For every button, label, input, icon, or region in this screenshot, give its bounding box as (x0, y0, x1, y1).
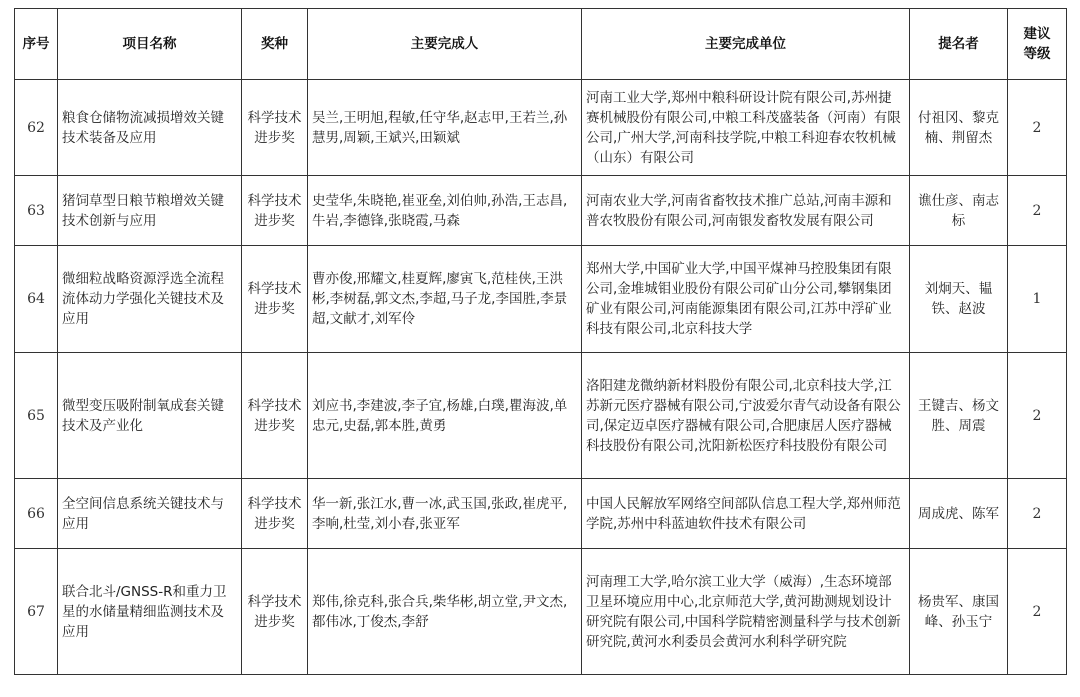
row-level: 2 (1008, 549, 1067, 675)
row-level: 1 (1008, 246, 1067, 353)
row-main-people: 史莹华,朱晓艳,崔亚垒,刘伯帅,孙浩,王志昌,牛岩,李德锋,张晓霞,马森 (308, 176, 582, 246)
header-main-units: 主要完成单位 (582, 9, 910, 80)
table-row (15, 549, 1067, 675)
row-nominee: 谯仕彦、南志标 (910, 176, 1008, 246)
row-main-units: 河南理工大学,哈尔滨工业大学（威海）,生态环境部卫星环境应用中心,北京师范大学,黄河勘测规划设计研究院有限公司,中国科学院精密测量科学与技术创新研究院,黄河水利委员会黄河水利科学研究院 (582, 549, 910, 675)
row-level: 2 (1008, 80, 1067, 176)
row-main-people: 郑伟,徐克科,张合兵,柴华彬,胡立堂,尹文杰,都伟冰,丁俊杰,李舒 (308, 549, 582, 675)
row-main-units: 中国人民解放军网络空间部队信息工程大学,郑州师范学院,苏州中科蓝迪软件技术有限公司 (582, 479, 910, 549)
row-num: 62 (15, 80, 58, 176)
row-level: 2 (1008, 479, 1067, 549)
row-nominee: 王键吉、杨文胜、周震 (910, 353, 1008, 479)
table-row (15, 353, 1067, 479)
table-row (15, 176, 1067, 246)
row-award-type: 科学技术进步奖 (242, 176, 308, 246)
row-award-type: 科学技术进步奖 (242, 80, 308, 176)
header-nominee: 提名者 (910, 9, 1008, 80)
row-level: 2 (1008, 176, 1067, 246)
row-project-name: 微型变压吸附制氧成套关键技术及产业化 (58, 353, 242, 479)
row-main-people: 曹亦俊,邢耀文,桂夏辉,廖寅飞,范桂侠,王洪彬,李树磊,郭文杰,李超,马子龙,李国胜,李景超,文献才,刘军伶 (308, 246, 582, 353)
table-header-row (15, 9, 1067, 80)
row-nominee: 付祖冈、黎克楠、荆留杰 (910, 80, 1008, 176)
row-num: 66 (15, 479, 58, 549)
row-award-type: 科学技术进步奖 (242, 353, 308, 479)
row-main-units: 河南农业大学,河南省畜牧技术推广总站,河南丰源和普农牧股份有限公司,河南银发畜牧发展有限公司 (582, 176, 910, 246)
row-main-units: 郑州大学,中国矿业大学,中国平煤神马控股集团有限公司,金堆城钼业股份有限公司矿山分公司,攀钢集团矿业有限公司,河南能源集团有限公司,江苏中浮矿业科技有限公司,北京科技大学 (582, 246, 910, 353)
header-num: 序号 (15, 9, 58, 80)
row-main-units: 河南工业大学,郑州中粮科研设计院有限公司,苏州捷赛机械股份有限公司,中粮工科茂盛装备（河南）有限公司,广州大学,河南科技学院,中粮工科迎春农牧机械（山东）有限公司 (582, 80, 910, 176)
table-row (15, 479, 1067, 549)
header-main-people: 主要完成人 (308, 9, 582, 80)
row-award-type: 科学技术进步奖 (242, 246, 308, 353)
row-level: 2 (1008, 353, 1067, 479)
row-project-name: 猪饲草型日粮节粮增效关键技术创新与应用 (58, 176, 242, 246)
row-project-name: 联合北斗/GNSS-R和重力卫星的水储量精细监测技术及应用 (58, 549, 242, 675)
table-row (15, 80, 1067, 176)
award-table-container (14, 8, 1066, 675)
row-award-type: 科学技术进步奖 (242, 479, 308, 549)
row-award-type: 科学技术进步奖 (242, 549, 308, 675)
row-num: 64 (15, 246, 58, 353)
row-project-name: 微细粒战略资源浮选全流程流体动力学强化关键技术及应用 (58, 246, 242, 353)
row-num: 63 (15, 176, 58, 246)
award-projects-table (14, 8, 1067, 675)
row-nominee: 杨贵军、康国峰、孙玉宁 (910, 549, 1008, 675)
row-main-people: 华一新,张江水,曹一冰,武玉国,张政,崔虎平,李响,杜莹,刘小春,张亚军 (308, 479, 582, 549)
row-project-name: 粮食仓储物流减损增效关键技术装备及应用 (58, 80, 242, 176)
row-project-name: 全空间信息系统关键技术与应用 (58, 479, 242, 549)
row-main-people: 刘应书,李建波,李子宜,杨雄,白璞,瞿海波,单忠元,史磊,郭本胜,黄勇 (308, 353, 582, 479)
table-row (15, 246, 1067, 353)
row-num: 65 (15, 353, 58, 479)
row-nominee: 刘炯天、韫铁、赵波 (910, 246, 1008, 353)
header-level: 建议等级 (1008, 9, 1067, 80)
row-nominee: 周成虎、陈军 (910, 479, 1008, 549)
header-award-type: 奖种 (242, 9, 308, 80)
row-main-people: 吴兰,王明旭,程敏,任守华,赵志甲,王若兰,孙慧男,周颖,王斌兴,田颖斌 (308, 80, 582, 176)
header-project-name: 项目名称 (58, 9, 242, 80)
row-main-units: 洛阳建龙微纳新材料股份有限公司,北京科技大学,江苏新元医疗器械有限公司,宁波爱尔青气动设备有限公司,保定迈卓医疗器械有限公司,合肥康居人医疗器械科技股份有限公司,沈阳新松医疗科技股份有限公司 (582, 353, 910, 479)
row-num: 67 (15, 549, 58, 675)
